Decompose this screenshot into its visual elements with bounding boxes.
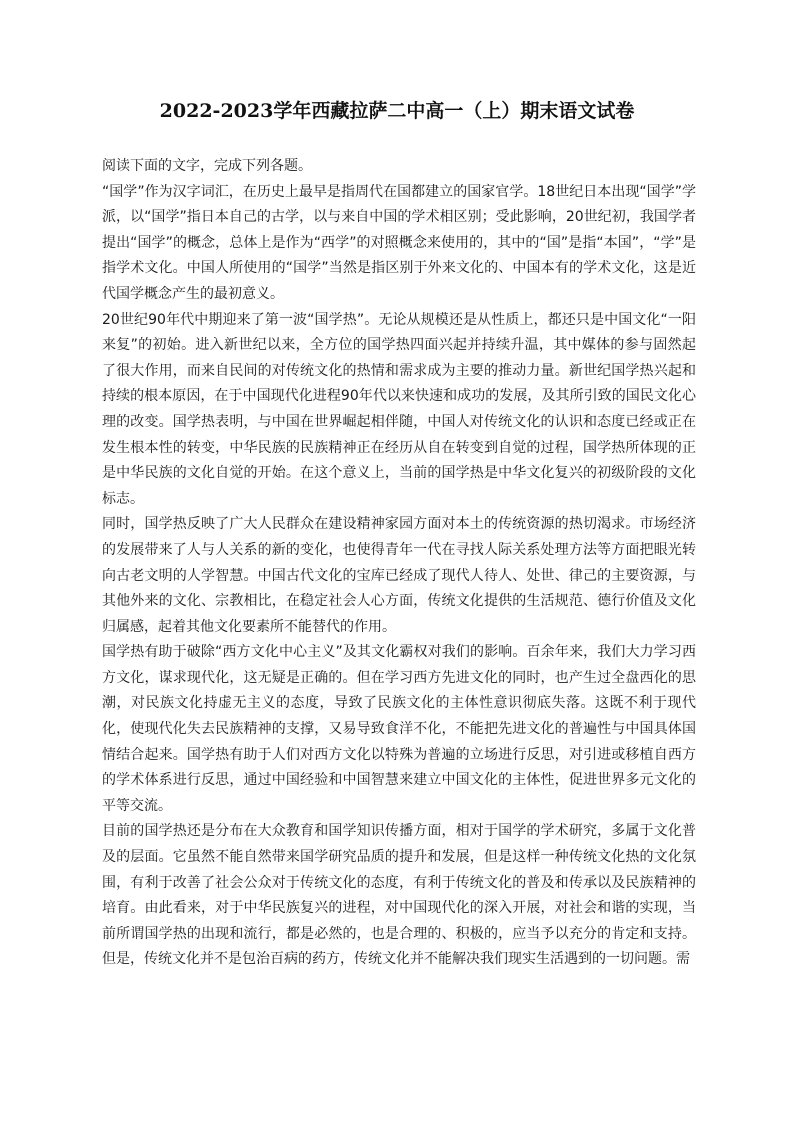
instruction-text: 阅读下面的文字，完成下列各题。 bbox=[102, 158, 312, 174]
paragraph-1: “国学”作为汉字词汇，在历史上最早是指周代在国都建立的国家官学。18世纪日本出现“国学”学派，以“国学”指日本自己的古学，以与来自中国的学术相区别；受此影响，20世纪初，我国学者提出“国学”的概念，总体上是作为“西学”的对照概念来使用的，其中的“国”是指“本国”，“学”是指学术文化。中国人所使用的“国学”当然是指区别于外来文化的、中国本有的学术文化，这是近代国学概念产生的最初意义。 bbox=[102, 183, 696, 302]
paragraph-4: 国学热有助于破除“西方文化中心主义”及其文化霸权对我们的影响。百余年来，我们大力学习西方文化，谋求现代化，这无疑是正确的。但在学习西方先进文化的同时，也产生过全盘西化的思潮，对民族文化持虚无主义的态度，导致了民族文化的主体性意识彻底失落。这既不利于现代化，使现代化失去民族精神的支撑，又易导致食洋不化，不能把先进文化的普遍性与中国具体国情结合起来。国学热有助于人们对西方文化以特殊为普遍的立场进行反思，对引进或移植自西方的学术体系进行反思，通过中国经验和中国智慧来建立中国文化的主体性，促进世界多元文化的平等交流。 bbox=[102, 644, 696, 814]
document-body bbox=[102, 154, 696, 973]
paragraph-5: 目前的国学热还是分布在大众教育和国学知识传播方面，相对于国学的学术研究，多属于文化普及的层面。它虽然不能自然带来国学研究品质的提升和发展，但是这样一种传统文化热的文化氛围，有利于改善了社会公众对于传统文化的态度，有利于传统文化的普及和传承以及民族精神的培育。由此看来，对于中华民族复兴的进程，对中国现代化的深入开展，对社会和谐的实现，当前所谓国学热的出现和流行，都是必然的，也是合理的、积极的，应当予以充分的肯定和支持。但是，传统文化并不是包治百病的药方，传统文化并不能解决我们现实生活遇到的一切问题。需 bbox=[102, 823, 696, 968]
paragraph-3: 同时，国学热反映了广大人民群众在建设精神家园方面对本土的传统资源的热切渴求。市场经济的发展带来了人与人关系的新的变化，也使得青年一代在寻找人际关系处理方法等方面把眼光转向古老文明的人学智慧。中国古代文化的宝库已经成了现代人待人、处世、律己的主要资源，与其他外来的文化、宗教相比，在稳定社会人心方面，传统文化提供的生活规范、德行价值及文化归属感，起着其他文化要素所不能替代的作用。 bbox=[102, 516, 696, 635]
document-title: 2022-2023学年西藏拉萨二中高一（上）期末语文试卷 bbox=[159, 100, 635, 122]
paragraph-2: 20世纪90年代中期迎来了第一波“国学热”。无论从规模还是从性质上，都还只是中国文化“一阳来复”的初始。进入新世纪以来，全方位的国学热四面兴起并持续升温，其中媒体的参与固然起了很大作用，而来自民间的对传统文化的热情和需求成为主要的推动力量。新世纪国学热兴起和持续的根本原因，在于中国现代化进程90年代以来快速和成功的发展，及其所引致的国民文化心理的改变。国学热表明，与中国在世界崛起相伴随，中国人对传统文化的认识和态度已经或正在发生根本性的转变，中华民族的民族精神正在经历从自在转变到自觉的过程，国学热所体现的正是中华民族的文化自觉的开始。在这个意义上，当前的国学热是中华文化复兴的初级阶段的文化标志。 bbox=[102, 311, 696, 507]
